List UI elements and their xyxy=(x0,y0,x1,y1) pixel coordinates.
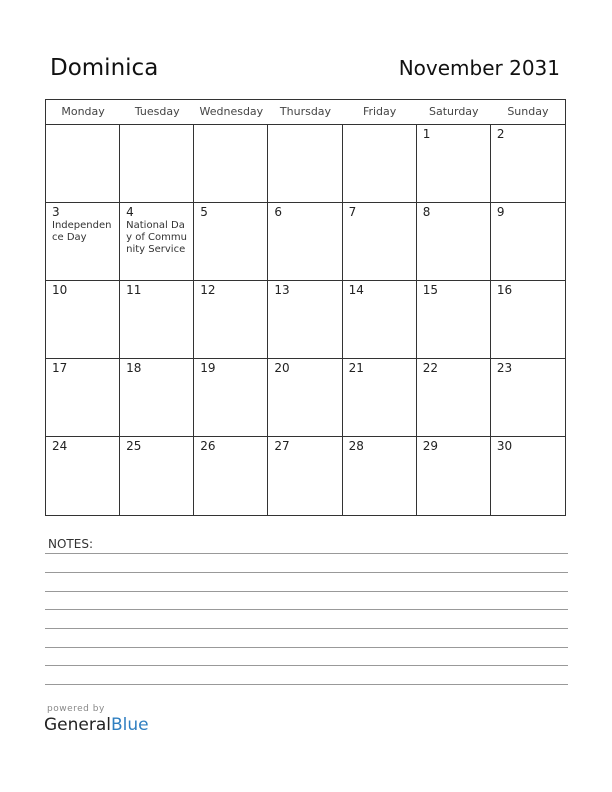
brand-logo xyxy=(44,715,149,735)
day-number: 2 xyxy=(496,127,505,141)
day-cell xyxy=(46,125,120,203)
notes-label: NOTES: xyxy=(48,537,93,551)
notes-line xyxy=(45,553,568,554)
calendar-grid xyxy=(45,99,566,516)
day-cell xyxy=(46,203,120,281)
day-number: 28 xyxy=(348,439,364,453)
day-number: 22 xyxy=(422,361,438,375)
brand-general: General xyxy=(44,715,111,735)
day-cell xyxy=(343,125,417,203)
weekday-wednesday: Wednesday xyxy=(199,105,264,118)
day-number: 27 xyxy=(274,439,290,453)
day-cell xyxy=(417,437,491,515)
day-cell xyxy=(343,281,417,359)
weekday-saturday: Saturday xyxy=(428,105,479,118)
notes-line xyxy=(45,572,568,573)
day-cell xyxy=(268,203,342,281)
powered-by-text: powered by xyxy=(47,704,105,714)
day-number: 10 xyxy=(52,283,68,297)
weekday-sunday: Sunday xyxy=(507,105,549,118)
day-cell xyxy=(491,281,565,359)
day-cell xyxy=(268,359,342,437)
day-number: 8 xyxy=(422,205,431,219)
day-number: 15 xyxy=(422,283,438,297)
holiday-label: National Day of Community Service xyxy=(126,220,187,255)
day-cell xyxy=(491,203,565,281)
day-number: 1 xyxy=(422,127,431,141)
day-number: 14 xyxy=(348,283,364,297)
day-number: 7 xyxy=(348,205,357,219)
brand-footer xyxy=(44,704,149,735)
day-number: 20 xyxy=(274,361,290,375)
notes-line xyxy=(45,591,568,592)
day-cell xyxy=(194,203,268,281)
day-cell xyxy=(491,359,565,437)
day-cell xyxy=(46,437,120,515)
day-number: 13 xyxy=(274,283,290,297)
day-number: 3 xyxy=(52,205,60,219)
day-number: 11 xyxy=(126,283,142,297)
day-cell xyxy=(417,359,491,437)
day-number: 21 xyxy=(348,361,364,375)
weekday-friday: Friday xyxy=(362,105,397,118)
day-number: 24 xyxy=(52,439,68,453)
day-cell xyxy=(268,125,342,203)
day-cell xyxy=(120,437,194,515)
day-number: 12 xyxy=(200,283,216,297)
day-grid xyxy=(46,125,565,515)
day-cell xyxy=(120,359,194,437)
day-number: 5 xyxy=(200,205,208,219)
day-cell xyxy=(268,437,342,515)
weekday-monday: Monday xyxy=(61,105,105,118)
day-cell xyxy=(120,281,194,359)
weekday-tuesday: Tuesday xyxy=(134,105,180,118)
notes-line xyxy=(45,628,568,629)
day-number: 19 xyxy=(200,361,216,375)
day-cell xyxy=(343,203,417,281)
day-cell xyxy=(194,125,268,203)
day-cell xyxy=(268,281,342,359)
day-cell xyxy=(194,359,268,437)
day-number: 29 xyxy=(422,439,438,453)
notes-line xyxy=(45,665,568,666)
notes-line xyxy=(45,609,568,610)
day-number: 26 xyxy=(200,439,216,453)
day-cell xyxy=(194,437,268,515)
day-number: 30 xyxy=(496,439,513,453)
day-number: 16 xyxy=(496,283,513,297)
day-cell xyxy=(46,359,120,437)
day-number: 23 xyxy=(496,361,513,375)
day-cell xyxy=(417,125,491,203)
day-cell xyxy=(343,437,417,515)
notes-line xyxy=(45,684,568,685)
day-number: 25 xyxy=(126,439,142,453)
brand-blue: Blue xyxy=(111,715,149,735)
day-cell xyxy=(343,359,417,437)
day-number: 18 xyxy=(126,361,142,375)
day-number: 6 xyxy=(274,205,283,219)
day-cell xyxy=(491,125,565,203)
day-number: 4 xyxy=(126,205,134,219)
holiday-label: Independence Day xyxy=(52,220,112,243)
weekday-header-row xyxy=(46,100,565,125)
day-cell xyxy=(120,203,194,281)
country-title: Dominica xyxy=(50,55,159,81)
day-cell xyxy=(46,281,120,359)
day-cell xyxy=(491,437,565,515)
day-number: 9 xyxy=(496,205,505,219)
month-year-title: November 2031 xyxy=(398,56,560,80)
day-number: 17 xyxy=(52,361,68,375)
day-cell xyxy=(417,281,491,359)
day-cell xyxy=(194,281,268,359)
weekday-thursday: Thursday xyxy=(279,105,332,118)
day-cell xyxy=(417,203,491,281)
notes-line xyxy=(45,647,568,648)
day-cell xyxy=(120,125,194,203)
